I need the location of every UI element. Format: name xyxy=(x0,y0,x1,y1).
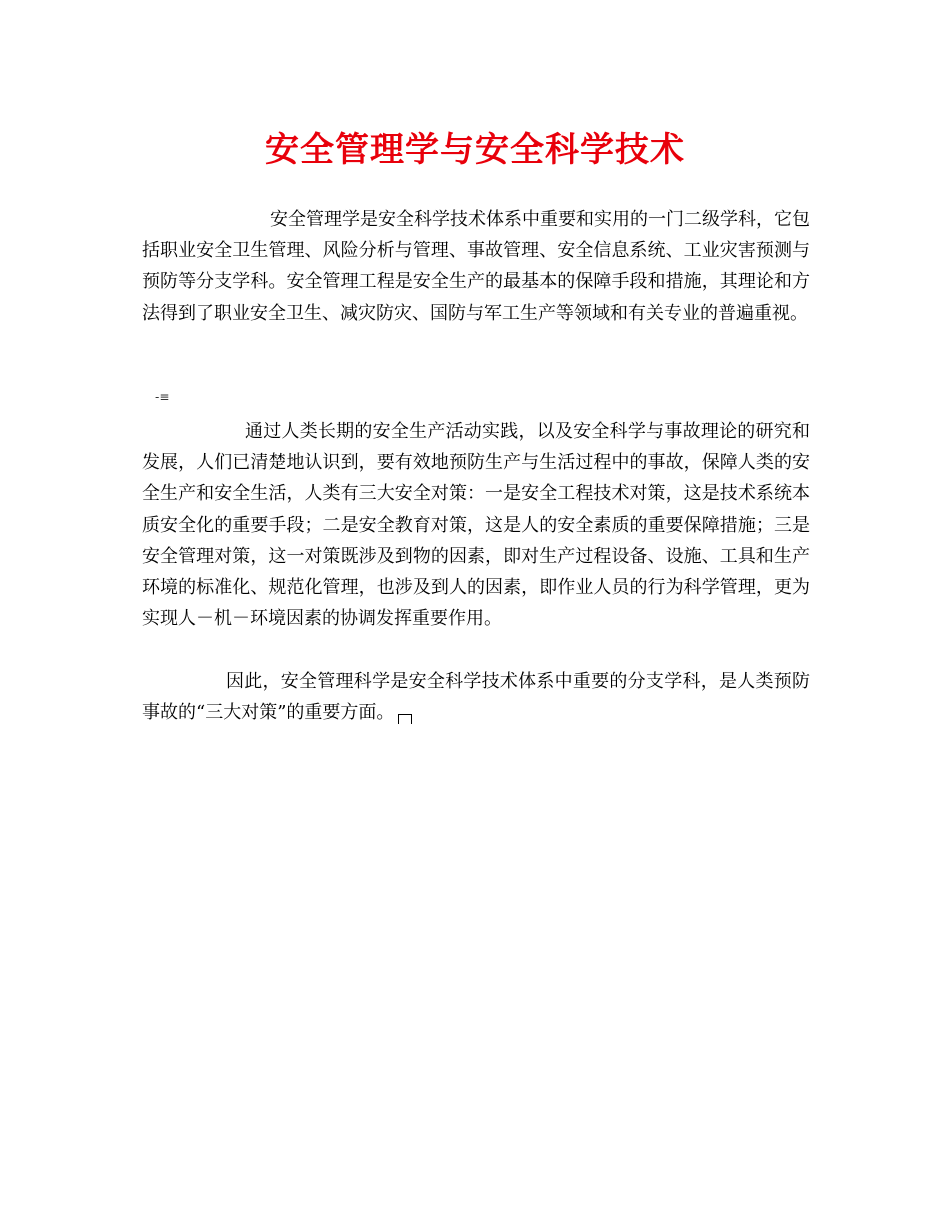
paragraph-three-countermeasures: 通过人类长期的安全生产活动实践，以及安全科学与事故理论的研究和发展，人们已清楚地认识到，要有效地预防生产与生活过程中的事故，保障人类的安全生产和安全生活，人类有三大安全对策：一是安全工程技术对策，这是技术系统本质安全化的重要手段；二是安全教育对策，这是人的安全素质的重要保障措施；三是安全管理对策，这一对策既涉及到物的因素，即对生产过程设备、设施、工具和生产环境的标准化、规范化管理，也涉及到人的因素，即作业人员的行为科学管理，更为实现人－机－环境因素的协调发挥重要作用。 xyxy=(142,421,810,630)
text-end-marker xyxy=(398,714,412,724)
paragraph-intro: 安全管理学是安全科学技术体系中重要和实用的一门二级学科，它包括职业安全卫生管理、风险分析与管理、事故管理、安全信息系统、工业灾害预测与预防等分支学科。安全管理工程是安全生产的最基本的保障手段和措施，其理论和方法得到了职业安全卫生、减灾防灾、国防与军工生产等领域和有关专业的普遍重视。 xyxy=(142,209,810,324)
document-title: 安全管理学与安全科学技术 xyxy=(265,130,685,170)
paragraph-conclusion xyxy=(142,666,810,728)
stray-mark: -≡ xyxy=(155,390,170,404)
paragraph-conclusion-text: 因此，安全管理科学是安全科学技术体系中重要的分支学科，是人类预防事故的“三大对策”的重要方面。 xyxy=(142,671,810,724)
